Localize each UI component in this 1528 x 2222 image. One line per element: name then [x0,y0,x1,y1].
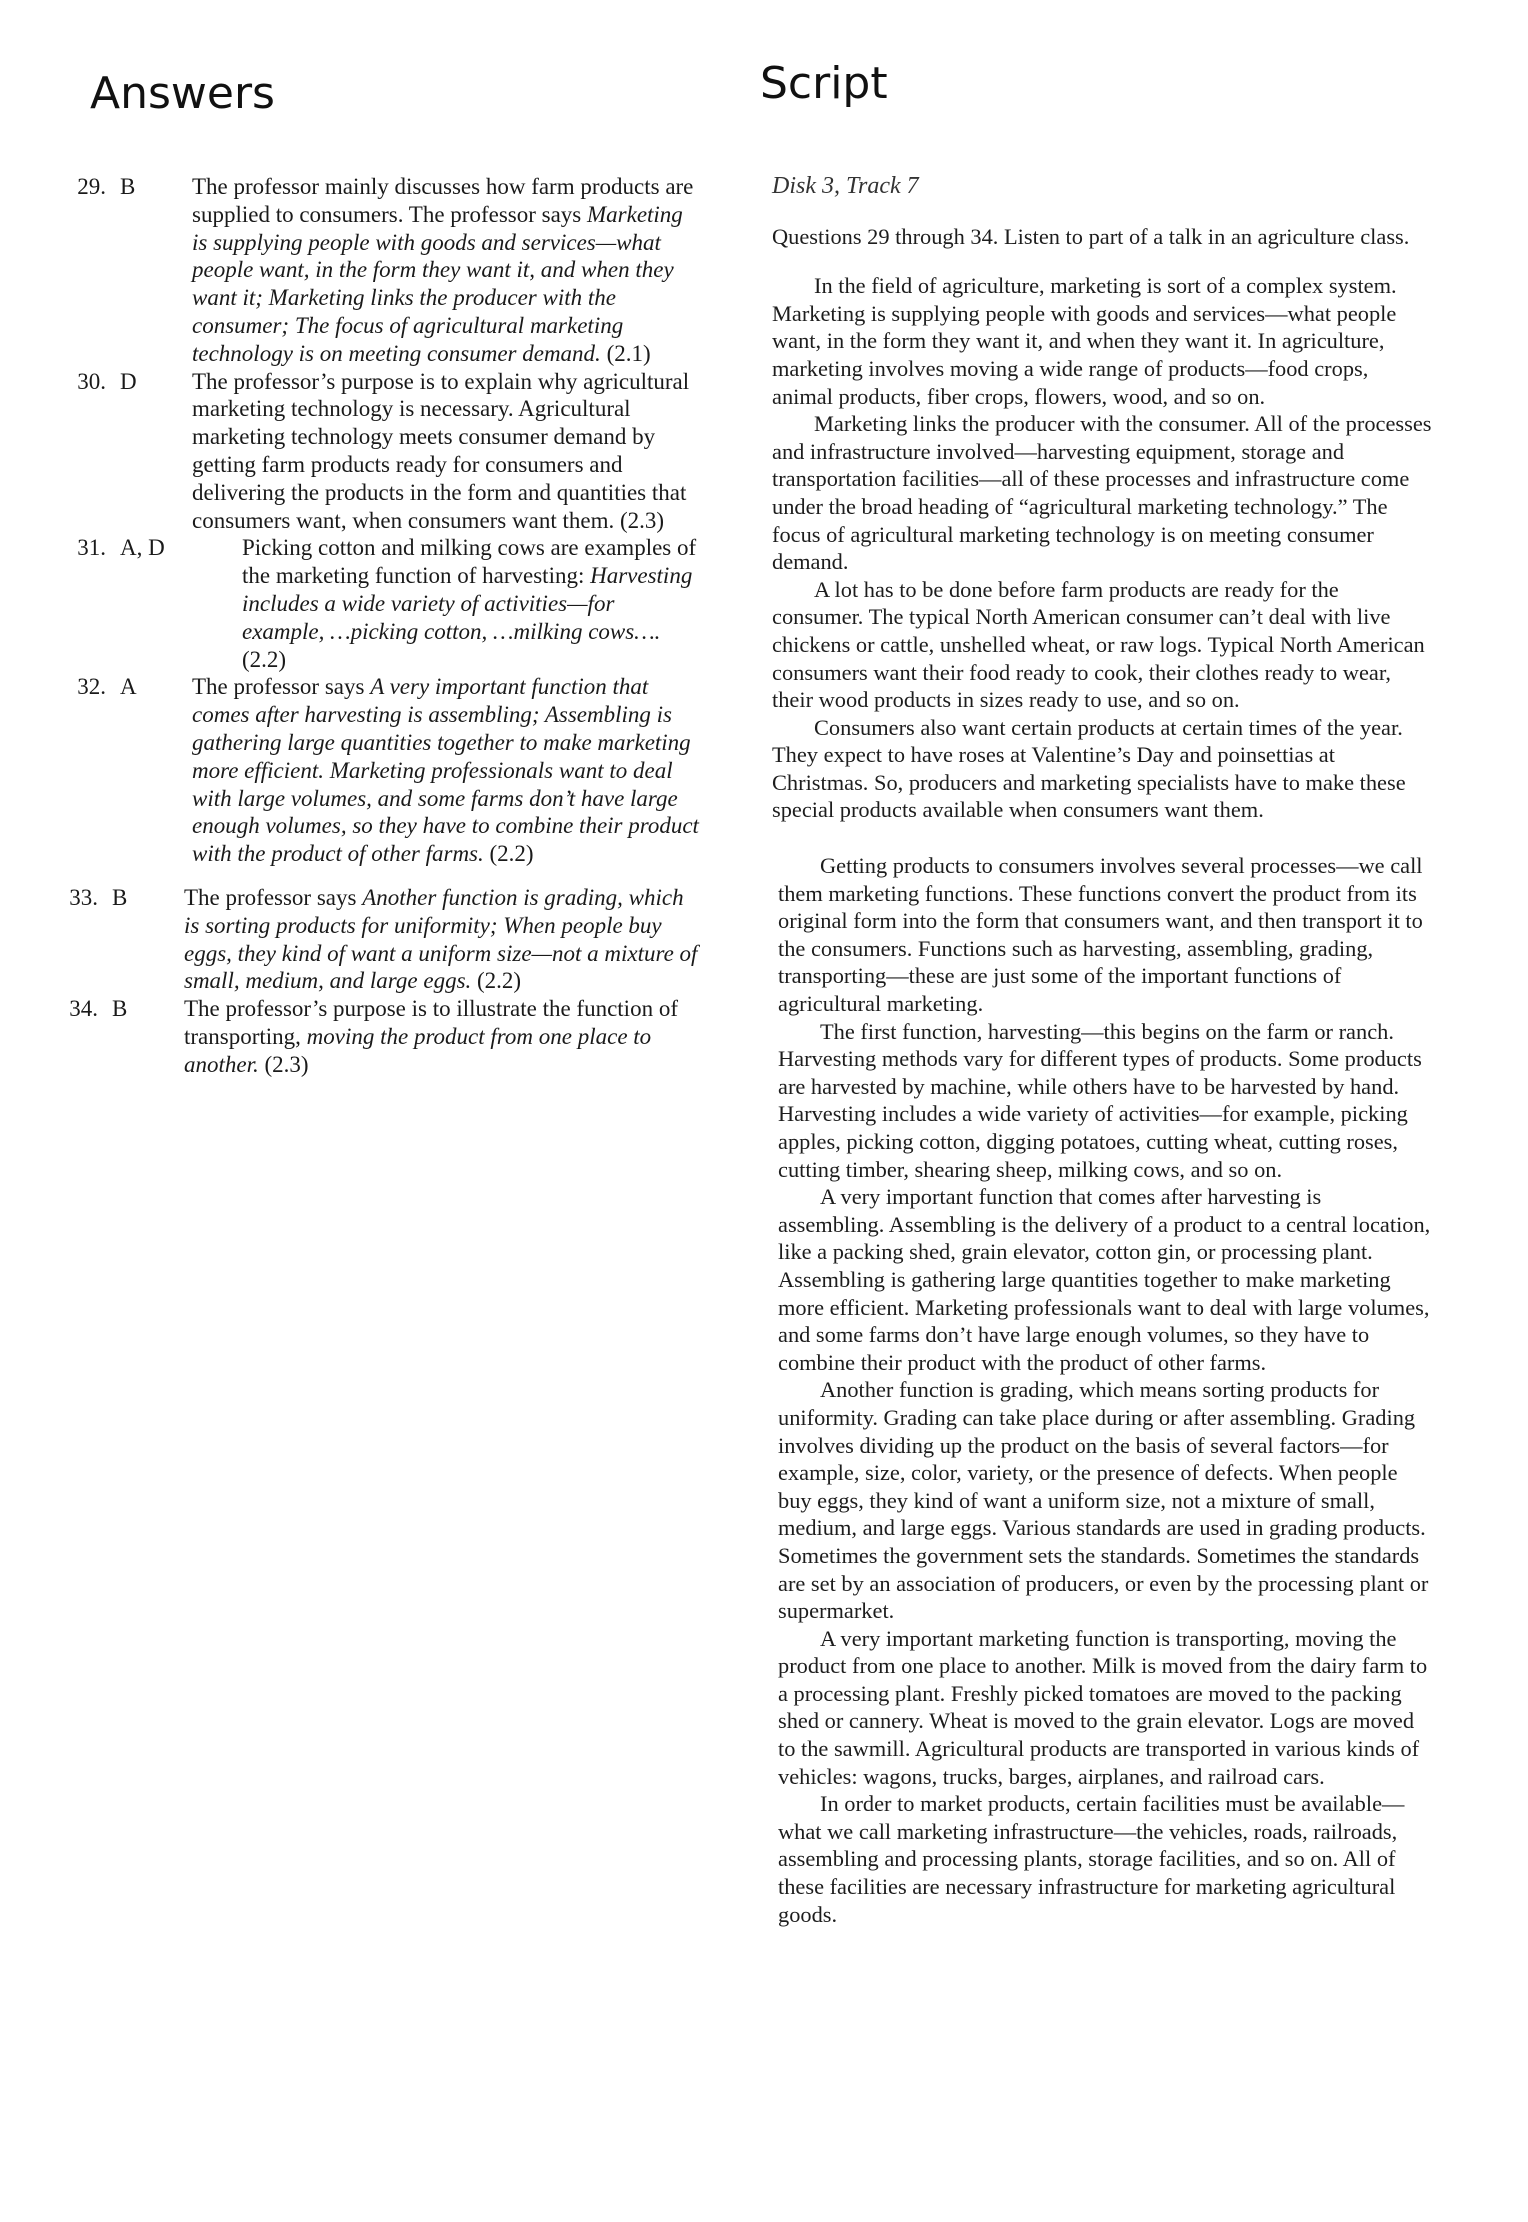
answer-number: 34. [69,996,98,1022]
explanation-text: (2.3) [258,1051,309,1077]
answer-item [62,173,702,368]
explanation-text: The professor says [192,674,371,700]
explanation-text: (2.2) [483,841,534,867]
quoted-text: Marketing is supplying people with goods and services—what people want, in the form they want it, and when they want it; Marketing links the producer with the consumer; The focus of agricultural marketing technology is on meeting consumer demand. [192,201,683,366]
answer-explanation [192,368,702,535]
explanation-text: The professor mainly discusses how farm products are supplied to consumers. The professor says [192,174,694,227]
answer-number: 33. [69,884,98,910]
script-paragraph: A very important function that comes after harvesting is assembling. Assembling is the delivery of a product to a central location, like a packing shed, grain elevator, cotton gin, or processing plant. Assembling is gathering large quantities together to make marketing more efficient. Marketing professionals want to deal with large volumes, and some farms don’t have large enough volumes, so they have to combine their product with the product of other farms. [778,1184,1431,1375]
answer-explanation [242,534,702,673]
answer-explanation [184,884,702,995]
explanation-text: Picking cotton and milking cows are examples of the marketing function of harvesting: [242,535,697,589]
script-paragraph: Getting products to consumers involves several processes—we call them marketing functions. These functions convert the product from its original form into the form that consumers want, and then transport it to the consumers. Functions such as harvesting, assembling, grading, transporting—these are just some of the important functions of agricultural marketing. [778,853,1423,1017]
answers-heading: Answers [90,68,275,119]
script-part-1 [772,272,1432,824]
quoted-text: moving the product from one place to another. [184,1023,652,1077]
quoted-text: A very important function that comes after harvesting is assembling; Assembling is gathering large quantities together to make marketing more efficient. Marketing professionals want to deal with large volumes, and some farms don’t have large enough volumes, so they have to combine their product with the product of other farms. [192,674,699,867]
answer-letter: B [112,996,128,1022]
answer-letter: A, D [120,535,165,561]
quoted-text: Another function is grading, which is sorting products for uniformity; When people buy eggs, they kind of want a uniform size—not a mixture of small, medium, and large eggs. [184,884,698,994]
quoted-text: Harvesting includes a wide variety of activities—for example, …picking cotton, …milking cows…. [242,563,693,644]
script-paragraph: Consumers also want certain products at certain times of the year. They expect to have roses at Valentine’s Day and poinsettias at Christmas. So, producers and marketing specialists have to make these special products available when consumers want them. [772,714,1406,823]
script-paragraph: In the field of agriculture, marketing is sort of a complex system. Marketing is supplying people with goods and services—what people want, in the form they want it, and when they want it. In agriculture, marketing involves moving a wide range of products—food crops, animal products, fiber crops, flowers, wood, and so on. [772,273,1397,409]
answer-letter: D [120,368,137,394]
explanation-text: The professor’s purpose is to explain why agricultural marketing technology is necessary. Agricultural marketing technology meets consumer demand by getting farm products ready for consumers and delivering the products in the form and quantities that consumers want, when consumers want them. (2.3) [192,368,690,533]
answer-explanation [192,673,702,868]
answer-letter: B [112,884,128,910]
explanation-text: (2.2) [471,968,522,994]
answer-item [54,995,702,1078]
explanation-text: (2.1) [600,340,651,366]
answer-number: 32. [77,674,106,700]
answer-letter: B [120,174,136,199]
answer-number: 31. [77,535,106,561]
script-paragraph: Another function is grading, which means sorting products for uniformity. Grading can take place during or after assembling. Grading involves dividing up the product on the basis of several factors—for example, size, color, variety, or the presence of defects. When people buy eggs, they kind of want a uniform size, not a mixture of small, medium, and large eggs. Various standards are used in grading products. Sometimes the government sets the standards. Sometimes the standards are set by an association of producers, or even by the processing plant or supermarket. [778,1377,1429,1624]
script-heading: Script [760,58,888,109]
answers-column [62,173,702,1079]
script-column [772,173,1432,1928]
script-paragraph: The first function, harvesting—this begins on the farm or ranch. Harvesting methods vary for different types of products. Some products are harvested by machine, while others have to be harvested by hand. Harvesting includes a wide variety of activities—for example, picking apples, picking cotton, digging potatoes, cutting wheat, cutting roses, cutting timber, shearing sheep, milking cows, and so on. [778,1018,1422,1182]
explanation-text: The professor says [184,884,363,910]
answer-explanation [184,995,702,1078]
answer-item [62,368,702,535]
script-paragraph: In order to market products, certain facilities must be available—what we call marketing infrastructure—the vehicles, roads, railroads, assembling and processing plants, storage facilities, and so on. All of these facilities are necessary infrastructure for marketing agricultural goods. [778,1791,1405,1927]
answer-letter: A [120,674,137,700]
answer-explanation [192,173,702,368]
track-label: Disk 3, Track 7 [772,173,919,199]
explanation-text: The professor’s purpose is to illustrate the function of transporting, [184,996,678,1049]
answer-number: 30. [77,368,106,394]
answer-item [62,673,702,868]
script-part-2 [772,852,1432,1928]
script-paragraph: A lot has to be done before farm products are ready for the consumer. The typical North American consumer can’t deal with live chickens or cattle, unshelled wheat, or raw logs. Typical North American consumers want their food ready to cook, their clothes ready to wear, their wood products in sizes ready to use, and so on. [772,576,1425,713]
script-paragraph: Marketing links the producer with the consumer. All of the processes and infrastructure involved—harvesting equipment, storage and transportation facilities—all of these processes and infrastructure come under the broad heading of “agricultural marketing technology.” The focus of agricultural marketing technology is on meeting consumer demand. [772,411,1432,575]
answer-item [54,884,702,995]
script-paragraph: A very important marketing function is transporting, moving the product from one place to another. Milk is moved from the dairy farm to a processing plant. Freshly picked tomatoes are moved to the packing shed or cannery. Wheat is moved to the grain elevator. Logs are moved to the sawmill. Agricultural products are transported in various kinds of vehicles: wagons, trucks, barges, airplanes, and railroad cars. [778,1625,1428,1789]
script-intro: Questions 29 through 34. Listen to part of a talk in an agriculture class. [772,223,1410,249]
answer-number: 29. [77,174,106,199]
explanation-text: (2.2) [242,646,287,672]
answer-item [62,534,702,673]
